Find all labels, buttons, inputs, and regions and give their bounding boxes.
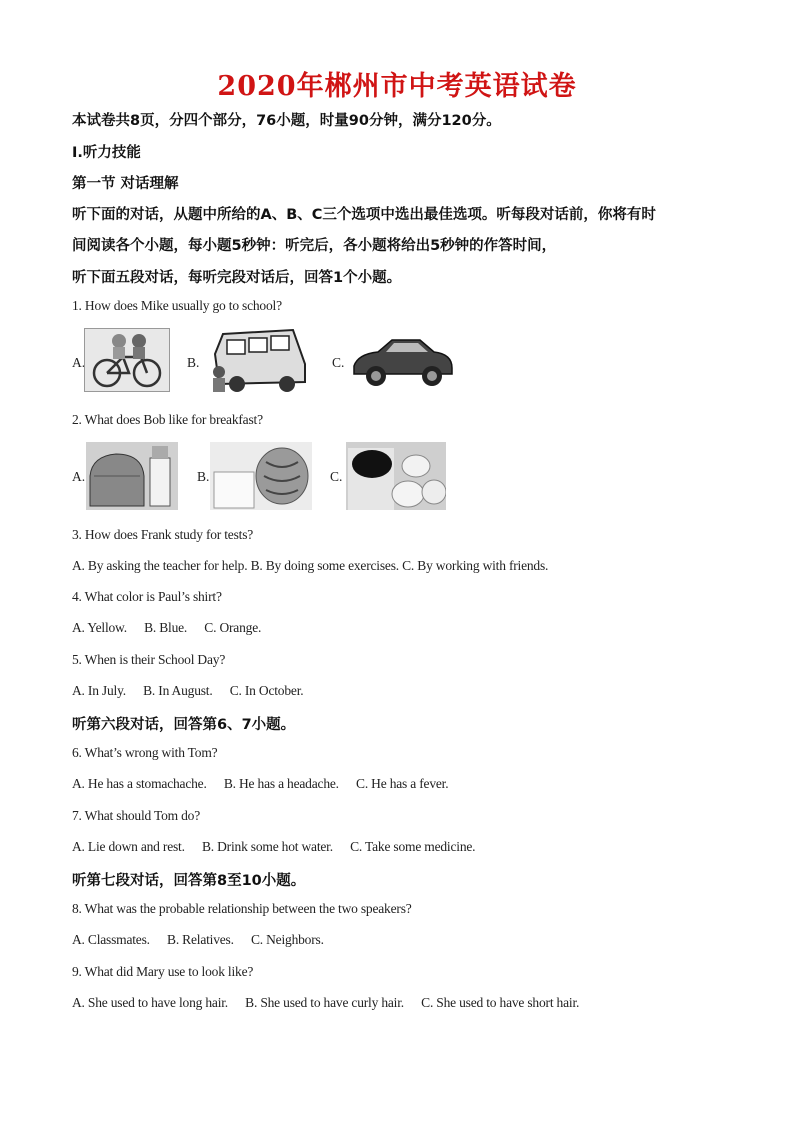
dialog-6-instructions: 听第六段对话，回答第6、7小题。	[72, 717, 296, 733]
q3-option-b: B. By doing some exercises.	[250, 558, 399, 573]
question-2: 2. What does Bob like for breakfast?	[72, 412, 263, 427]
bread-milk-icon	[86, 442, 178, 510]
q8-option-a: A. Classmates.	[72, 932, 150, 947]
question-5: 5. When is their School Day?	[72, 652, 226, 667]
question-8: 8. What was the probable relationship between the two speakers?	[72, 901, 412, 916]
section-heading: 第一节 对话理解	[72, 176, 179, 192]
q9-option-c: C. She used to have short hair.	[421, 995, 580, 1010]
q5-option-a: A. In July.	[72, 683, 126, 698]
q6-option-a: A. He has a stomachache.	[72, 776, 207, 791]
q7-option-a: A. Lie down and rest.	[72, 839, 185, 854]
exam-intro: 本试卷共8页，分四个部分，76小题，时量90分钟，满分120分。	[72, 113, 501, 129]
q7-option-b: B. Drink some hot water.	[201, 839, 333, 854]
question-9: 9. What did Mary use to look like?	[72, 964, 254, 979]
instructions-line-1: 听下面的对话，从题中所给的A、B、C三个选项中选出最佳选项。听每段对话前，你将有时	[72, 207, 656, 223]
q1-option-c-letter: C.	[332, 355, 345, 370]
q7-option-c: C. Take some medicine.	[350, 839, 476, 854]
q4-option-a: A. Yellow.	[72, 620, 127, 635]
q3-option-c: C. By working with friends.	[402, 558, 549, 573]
q9-options	[72, 995, 579, 1011]
q2-option-c-letter: C.	[330, 469, 343, 484]
q1-option-a-letter: A.	[72, 355, 86, 370]
school-bus-icon	[205, 324, 313, 396]
bicycle-icon	[84, 328, 170, 392]
q3-options	[72, 558, 548, 574]
q5-option-b: B. In August.	[143, 683, 213, 698]
q6-option-b: B. He has a headache.	[223, 776, 339, 791]
car-icon	[348, 330, 456, 390]
q8-options	[72, 932, 324, 948]
q9-option-a: A. She used to have long hair.	[72, 995, 228, 1010]
part-heading: Ⅰ.听力技能	[72, 145, 141, 161]
q7-options	[72, 839, 475, 855]
instructions-line-2: 间阅读各个小题，每小题5秒钟：听完后，各小题将给出5秒钟的作答时间，	[72, 238, 557, 254]
q6-options	[72, 776, 448, 792]
question-3: 3. How does Frank study for tests?	[72, 527, 254, 542]
q2-option-a-letter: A.	[72, 469, 86, 484]
question-6: 6. What’s wrong with Tom?	[72, 745, 218, 760]
q9-option-b: B. She used to have curly hair.	[245, 995, 404, 1010]
q5-options	[72, 683, 303, 699]
q3-option-a: A. By asking the teacher for help.	[72, 558, 248, 573]
q4-option-b: B. Blue.	[144, 620, 188, 635]
question-1: 1. How does Mike usually go to school?	[72, 298, 282, 313]
page-title: 2020年郴州市中考英语试卷	[217, 71, 577, 102]
q4-option-c: C. Orange.	[204, 620, 262, 635]
bread-rolls-icon	[210, 442, 312, 510]
instructions-line-3: 听下面五段对话，每听完段对话后，回答1个小题。	[72, 270, 402, 286]
q5-option-c: C. In October.	[229, 683, 304, 698]
q1-option-b-letter: B.	[187, 355, 200, 370]
q4-options	[72, 620, 261, 636]
question-4: 4. What color is Paul’s shirt?	[72, 589, 222, 604]
question-7: 7. What should Tom do?	[72, 808, 201, 823]
q2-option-b-letter: B.	[197, 469, 210, 484]
coffee-eggs-icon	[346, 442, 446, 510]
q8-option-b: B. Relatives.	[167, 932, 234, 947]
q8-option-c: C. Neighbors.	[250, 932, 324, 947]
dialog-7-instructions: 听第七段对话，回答第8至10小题。	[72, 873, 306, 889]
q6-option-c: C. He has a fever.	[356, 776, 449, 791]
